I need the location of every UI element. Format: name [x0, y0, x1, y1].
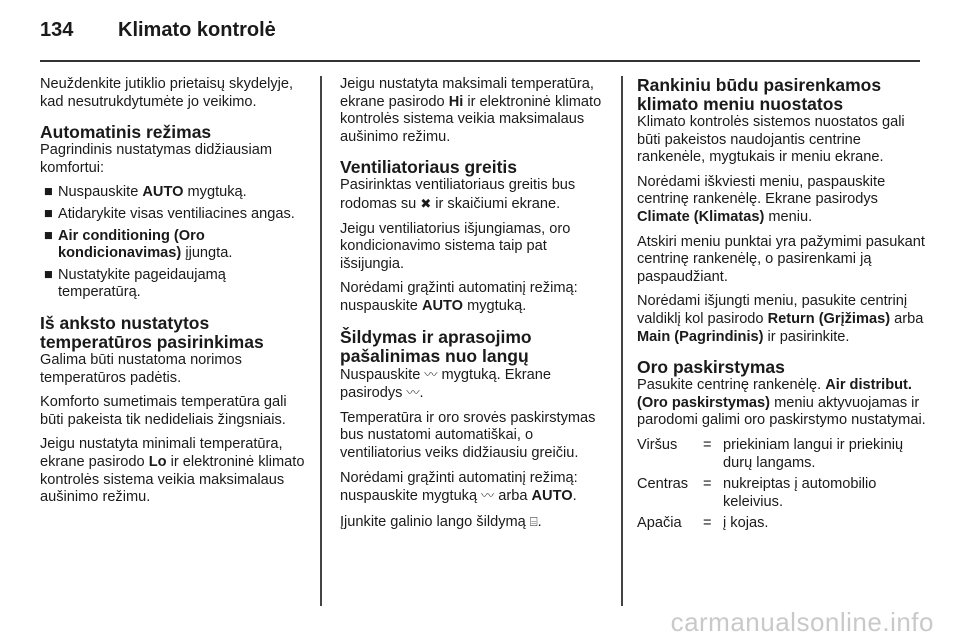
definition-description: priekiniam langui ir priekinių durų langams.	[723, 436, 904, 471]
text: arba	[494, 488, 532, 505]
fan-paragraph-3	[340, 280, 610, 315]
list-item	[40, 206, 308, 224]
text: .	[537, 513, 542, 530]
text: Nustatykite pageidaujamą temperatūrą.	[58, 266, 226, 301]
air-distribution-heading: Oro paskirstymas	[637, 357, 785, 378]
preset-paragraph-1: Galima būti nustatoma norimos temperatūros padėtis.	[40, 351, 242, 386]
defrost-paragraph-1	[340, 366, 610, 403]
auto-button-label: AUTO	[531, 488, 573, 505]
definition-term: Apačia	[637, 515, 682, 532]
text: įjungta.	[181, 245, 233, 262]
watermark: carmanualsonline.info	[670, 607, 934, 637]
manual-paragraph-3: Atskiri meniu punktai yra pažymimi pasukant centrinę rankenėlę, o pasirenkami ją paspaudžiant.	[637, 233, 925, 285]
column-divider-1	[320, 76, 322, 606]
hi-label: Hi	[448, 93, 464, 110]
definition-row	[637, 515, 927, 537]
lo-label: Lo	[148, 453, 167, 470]
text: mygtuką. Ekrane pasirodys	[340, 366, 551, 402]
column-3	[637, 76, 927, 537]
definition-equals: =	[703, 436, 712, 453]
definition-row	[637, 437, 927, 476]
climate-menu-label: Climate (Klimatas)	[637, 208, 765, 225]
definition-term: Viršus	[637, 436, 678, 453]
text: ir elektroninė klimato kontrolės sistema veikia maksimalaus aušinimo režimu.	[340, 93, 602, 145]
auto-button-label: AUTO	[421, 297, 464, 314]
text: ir skaičiumi ekrane.	[431, 195, 561, 212]
preset-paragraph-2: Komforto sumetimais temperatūra gali būti pakeista tik nedideliais žingsniais.	[40, 394, 287, 428]
defrost-paragraph-2: Temperatūra ir oro srovės paskirstymas bus nustatomi automatiškai, o ventiliatorius veiks didžiausiu greičiu.	[340, 409, 596, 461]
text: Jeigu nustatyta minimali temperatūra, ekrane pasirodo	[40, 436, 283, 470]
text: .	[419, 385, 424, 402]
text: Jeigu nustatyta maksimali temperatūra, ekrane pasirodo	[340, 76, 594, 110]
text: Norėdami grąžinti automatinį režimą: nuspauskite mygtuką	[340, 469, 578, 505]
auto-button-label: AUTO	[142, 184, 184, 201]
fan-paragraph-1	[340, 177, 610, 213]
hi-paragraph	[340, 76, 610, 146]
fan-icon: ✖	[420, 195, 432, 211]
bullet-icon: ■	[44, 205, 53, 222]
bullet-icon: ■	[44, 266, 53, 283]
text: arba	[890, 310, 924, 327]
column-divider-2	[621, 76, 623, 606]
text: Nuspauskite	[58, 184, 143, 201]
definition-description: į kojas.	[723, 515, 769, 532]
manual-settings-heading: Rankiniu būdu pasirenkamos klimato meniu nuostatos	[637, 75, 882, 114]
windshield-defrost-icon: 〰	[481, 488, 495, 504]
distribution-definitions	[637, 437, 927, 537]
fan-speed-heading: Ventiliatoriaus greitis	[340, 157, 517, 178]
intro-paragraph: Neuždenkite jutiklio prietaisų skydelyje, kad nesutrukdytumėte jo veikimo.	[40, 76, 294, 110]
text: meniu.	[764, 208, 813, 225]
page-number: 134	[40, 18, 74, 41]
column-1	[40, 76, 308, 514]
definition-term: Centras	[637, 476, 689, 493]
column-2	[340, 76, 610, 538]
text: Norėdami iškviesti meniu, paspauskite centrinę rankenėlę. Ekrane pasirodys	[637, 173, 886, 208]
text: Pasukite centrinę rankenėlę.	[637, 377, 826, 394]
auto-mode-list	[40, 184, 308, 302]
text: Norėdami grąžinti automatinį režimą: nuspauskite	[340, 280, 578, 314]
bullet-icon: ■	[44, 227, 53, 244]
text: meniu aktyvuojamas ir parodomi galimi oro paskirstymo nustatymai.	[637, 394, 926, 429]
air-conditioning-label: Air conditioning (Oro kondicionavimas)	[58, 227, 205, 262]
text: Atidarykite visas ventiliacines angas.	[58, 205, 295, 222]
definition-row	[637, 476, 927, 515]
fan-paragraph-2: Jeigu ventiliatorius išjungiamas, oro kondicionavimo sistema taip pat išsijungia.	[340, 220, 571, 272]
text: mygtuką.	[463, 297, 527, 314]
return-label: Return (Grįžimas)	[767, 310, 891, 327]
windshield-defrost-icon: 〰	[424, 366, 438, 382]
definition-description: nukreiptas į automobilio keleivius.	[723, 476, 877, 510]
defrost-paragraph-4	[340, 513, 610, 532]
page-header	[40, 14, 276, 46]
bullet-icon: ■	[44, 184, 53, 201]
list-item	[40, 228, 308, 263]
page-title: Klimato kontrolė	[118, 18, 276, 41]
preset-temperature-heading: Iš anksto nustatytos temperatūros pasirinkimas	[40, 312, 264, 352]
definition-equals: =	[703, 476, 712, 493]
air-distribution-label: Air distribut. (Oro paskirstymas)	[637, 377, 912, 411]
definition-equals: =	[703, 515, 712, 532]
list-item	[40, 184, 308, 202]
text: .	[572, 488, 577, 505]
manual-paragraph-2	[637, 174, 927, 227]
text: Norėdami išjungti meniu, pasukite centrinį valdiklį kol pasirodo	[637, 293, 908, 327]
manual-paragraph-1: Klimato kontrolės sistemos nuostatos gali būti pakeistos naudojantis centrine rankenėle, mygtukais ir meniu ekrane.	[637, 114, 905, 166]
rear-window-heat-icon: ⌸	[529, 513, 538, 529]
text: Įjunkite galinio lango šildymą	[340, 513, 530, 530]
distribution-paragraph	[637, 377, 927, 430]
text: Nuspauskite	[340, 366, 425, 383]
preset-paragraph-3	[40, 436, 308, 506]
auto-mode-heading: Automatinis režimas	[40, 122, 212, 143]
header-rule	[40, 60, 920, 62]
defrost-heading: Šildymas ir aprasojimo pašalinimas nuo langų	[340, 326, 532, 366]
list-item	[40, 267, 308, 302]
manual-paragraph-4	[637, 293, 927, 346]
windshield-defrost-icon: 〰	[406, 385, 420, 401]
defrost-paragraph-3	[340, 470, 610, 506]
text: Pasirinktas ventiliatoriaus greitis bus rodomas su	[340, 177, 576, 212]
text: mygtuką.	[183, 184, 247, 201]
auto-mode-intro: Pagrindinis nustatymas didžiausiam komfortui:	[40, 142, 272, 176]
text: ir elektroninė klimato kontrolės sistema veikia maksimalaus aušinimo režimu.	[40, 453, 305, 506]
main-label: Main (Pagrindinis)	[637, 328, 764, 345]
text: ir pasirinkite.	[763, 328, 850, 345]
